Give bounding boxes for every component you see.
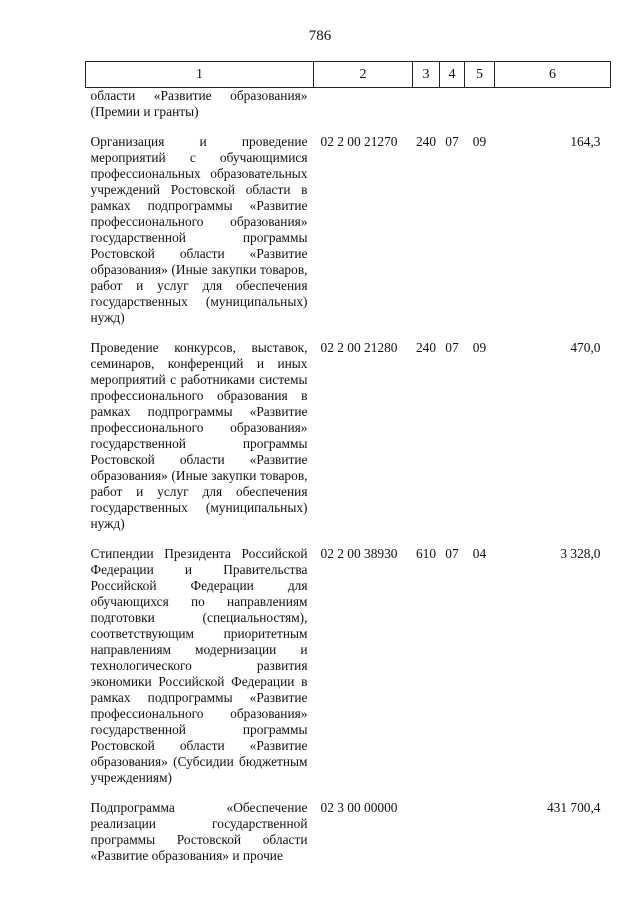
row-spacer (86, 786, 611, 800)
row-description: Подпрограмма «Обеспечение реализации государственной программы Ростовской области «Развитие образования» и прочие (90, 800, 308, 863)
row-amount: 3 328,0 (560, 546, 601, 561)
column-header-6: 6 (495, 62, 611, 88)
row-pr: 09 (472, 134, 487, 149)
row-vr: 240 (415, 340, 437, 355)
row-code: 02 2 00 21270 (320, 134, 398, 149)
row-spacer (86, 120, 611, 134)
row-description: Стипендии Президента Российской Федерации и Правительства Российской Федерации для обучающихся по направлениям подготовки (специальностям), соответствующим приоритетным направлениям модернизации и технологического развития экономики Российской Федерации в рамках подпрограммы «Развитие профессионального образования» государственной программы Ростовской области «Развитие образования» (Субсидии бюджетным учреждениям) (90, 546, 308, 785)
table-row (86, 134, 611, 326)
budget-table (85, 61, 611, 864)
table-row (86, 88, 611, 121)
row-rz (440, 800, 465, 864)
column-header-4: 4 (440, 62, 465, 88)
row-rz: 07 (445, 340, 459, 355)
row-pr (465, 88, 495, 121)
row-pr (465, 800, 495, 864)
column-header-5: 5 (465, 62, 495, 88)
row-amount: 431 700,4 (546, 800, 601, 815)
row-vr: 240 (415, 134, 437, 149)
column-header-1: 1 (86, 62, 314, 88)
row-rz: 07 (445, 134, 459, 149)
row-rz: 07 (445, 546, 459, 561)
row-code: 02 2 00 38930 (320, 546, 398, 561)
table-header-row (86, 62, 611, 88)
table-row (86, 800, 611, 864)
row-code: 02 2 00 21280 (320, 340, 398, 355)
row-spacer (86, 532, 611, 546)
row-amount (495, 88, 611, 121)
table-row (86, 546, 611, 786)
row-amount: 164,3 (570, 134, 601, 149)
row-amount: 470,0 (570, 340, 601, 355)
row-spacer (86, 326, 611, 340)
row-description: Проведение конкурсов, выставок, семинаров, конференций и иных мероприятий с работниками системы профессионального образования в рамках подпрограммы «Развитие профессионального образования» государственной программы Ростовской области «Развитие образования» (Иные закупки товаров, работ и услуг для обеспечения государственных (муниципальных) нужд) (90, 340, 308, 531)
row-vr (413, 800, 440, 864)
row-rz (440, 88, 465, 121)
row-vr (413, 88, 440, 121)
row-pr: 09 (472, 340, 487, 355)
row-code (314, 88, 413, 121)
row-code: 02 3 00 00000 (320, 800, 398, 815)
column-header-3: 3 (413, 62, 440, 88)
row-description: Организация и проведение мероприятий с обучающимися профессиональных образовательных учреждений Ростовской области в рамках подпрограммы «Развитие профессионального образования» государственной программы Ростовской области «Развитие образования» (Иные закупки товаров, работ и услуг для обеспечения государственных (муниципальных) нужд) (90, 134, 308, 325)
row-description: области «Развитие образования» (Премии и гранты) (90, 88, 308, 119)
row-pr: 04 (472, 546, 487, 561)
row-vr: 610 (415, 546, 437, 561)
table-row (86, 340, 611, 532)
page-number: 786 (308, 28, 332, 44)
column-header-2: 2 (314, 62, 413, 88)
